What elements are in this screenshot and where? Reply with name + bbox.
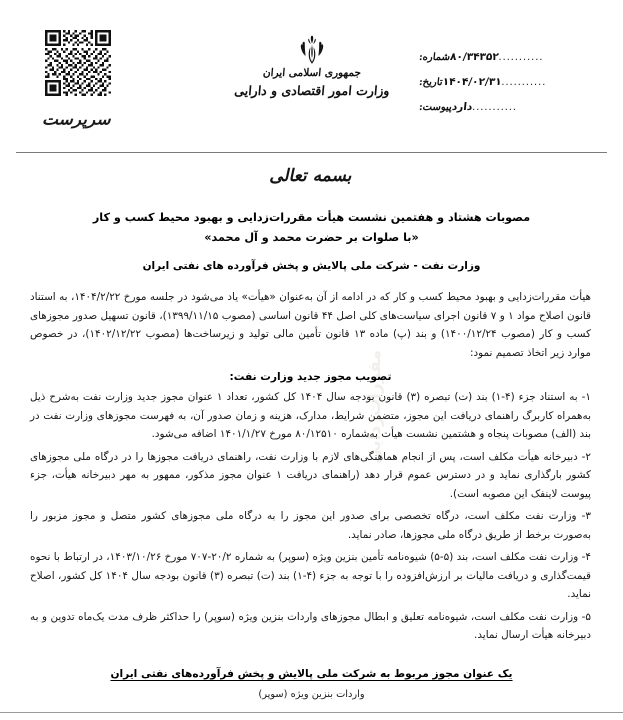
preamble-paragraph: هیأت مقررات‌زدایی و بهبود محیط کسب و کار که در ادامه از آن به‌عنوان «هیأت» یاد می‌شود در جلسه مورخ ۱۴۰۴/۲/۲۲، به استناد قانون اصلاح مواد ۱ و ۷ قانون اجرای سیاست‌های کلی اصل ۴۴ قانون اساسی (مصوب ۱۳۹۹/۱۱/۱۵)، قانون تسهیل صدور مجوزهای کسب و کار (مصوب ۱۴۰۰/۱۲/۲۴) و بند (پ) ماده ۱۳ قانون تأمین مالی تولید و زیرساخت‌ها (مصوب ۱۴۰۲/۱۲/۲۲)، در خصوص موارد زیر اتخاذ تصمیم نمود: — [30, 291, 592, 359]
footer-subtitle: واردات بنزین ویژه (سوپر) — [258, 689, 365, 700]
letter-date-value: ۱۴۰۴/۰۲/۳۱ — [442, 76, 503, 88]
clause-item-4: ۴- وزارت نفت مکلف است، بند (۵-۵) شیوه‌نامه تأمین بنزین ویژه (سوپر) به شماره ۲۰/۲-۷۰۷ مورخ ۱۴۰۳/۱۰/۲۶، در ارتباط با نحوه قیمت‌گذاری و دریافت مالیات بر ارزش‌افزوده را با توجه به جزء (۴-۱) بند (ت) تبصره (۳) قانون بودجه سال ۱۴۰۴ کل کشور، اصلاح نماید. — [30, 551, 592, 601]
footer-divider — [0, 712, 623, 713]
clause-item-1: ۱- به استناد جزء (۴-۱) بند (ت) تبصره (۳) قانون بودجه سال ۱۴۰۴ کل کشور، تعداد ۱ عنوان مجوز جدید وزارت نفت به‌شرح ذیل به‌همراه کاربرگ راهنمای دریافت این مجوز، متضمن شرایط، مدارک، هزینه و زمان صدور آن، به فهرست مجوزهای وزارت نفت در بند (الف) مصوبات پنجاه و هشتمین نشست هیأت به‌شماره ۸۰/۱۲۵۱۰ مورخ ۱۴۰۱/۱/۲۷ اضافه می‌شود. — [30, 391, 592, 441]
letter-date-dots: ........... — [500, 77, 547, 88]
letter-attachment-dots: ........... — [471, 102, 518, 113]
letter-attachment-row — [415, 102, 555, 113]
clause-item-2: ۲- دبیرخانه هیأت مکلف است، پس از انجام هماهنگی‌های لازم با وزارت نفت، راهنمای دریافت مجوزها را در درگاه ملی مجوزهای کشور بارگذاری نماید و در دسترس عموم قرار دهد (راهنمای دریافت ۱ عنوان مجوز مذکور، ممهور به مهر دبیرخانه هیأت، جزء پیوست لاینفک این مصوبه است). — [30, 450, 591, 500]
org-name-country: جمهوری اسلامی ایران — [261, 67, 362, 79]
org-name-ministry: وزارت امور اقتصادی و دارایی — [233, 83, 390, 98]
letter-attachment-label: پیوست: — [418, 102, 453, 113]
page-title-line-2: «با صلوات بر حضرت محمد و آل محمد» — [204, 230, 419, 244]
document-body — [30, 288, 591, 649]
clause-item-3: ۳- وزارت نفت مکلف است، درگاه تخصصی برای صدور این مجوز را به درگاه ملی مجوزهای کشور متصل و مجوز مزبور را به‌صورت برخط از طریق درگاه ملی مجوزها، صادر نماید. — [30, 510, 591, 541]
clause-item-5: ۵- وزارت نفت مکلف است، شیوه‌نامه تعلیق و ابطال مجوزهای واردات بنزین ویژه (سوپر) را حداکثر ظرف مدت یک‌ماه تدوین و به دبیرخانه هیأت ارسال نماید. — [30, 610, 591, 642]
qr-signature-block — [30, 30, 125, 130]
letter-date-label: تاریخ: — [418, 77, 444, 88]
letter-meta-block — [416, 52, 601, 127]
emblem-block — [187, 34, 437, 98]
letter-number-dots: ........... — [498, 52, 545, 63]
signature-role-text: سرپرست — [40, 111, 115, 129]
page-title-line-1: مصوبات هشتاد و هفتمین نشست هیأت مقررات‌زدایی و بهبود محیط کسب و کار — [92, 211, 531, 224]
letter-date-row — [415, 77, 577, 88]
qr-code-icon[interactable] — [45, 30, 111, 96]
title-block — [0, 208, 623, 272]
letter-header — [0, 0, 623, 150]
letter-number-label: شماره: — [418, 52, 451, 63]
footer-title: یک عنوان مجوز مربوط به شرکت ملی پالایش و پخش فرآورده‌های نفتی ایران — [110, 668, 513, 680]
letter-attachment-value: دارد — [451, 101, 473, 113]
document-footer — [0, 668, 623, 700]
header-divider — [16, 152, 607, 153]
iran-emblem-icon — [297, 34, 327, 64]
page-subtitle: وزارت نفت - شرکت ملی پالایش و پخش فرآورده های نفتی ایران — [142, 260, 481, 273]
section-heading: تصویب مجوز جدید وزارت نفت: — [229, 371, 392, 384]
letter-number-value: ۸۰/۳۴۳۵۲ — [449, 51, 500, 63]
page-watermark: مقررات‌زدایی — [365, 350, 385, 464]
letter-number-row — [415, 52, 565, 63]
invocation-text: بسمه تعالی — [268, 166, 355, 186]
